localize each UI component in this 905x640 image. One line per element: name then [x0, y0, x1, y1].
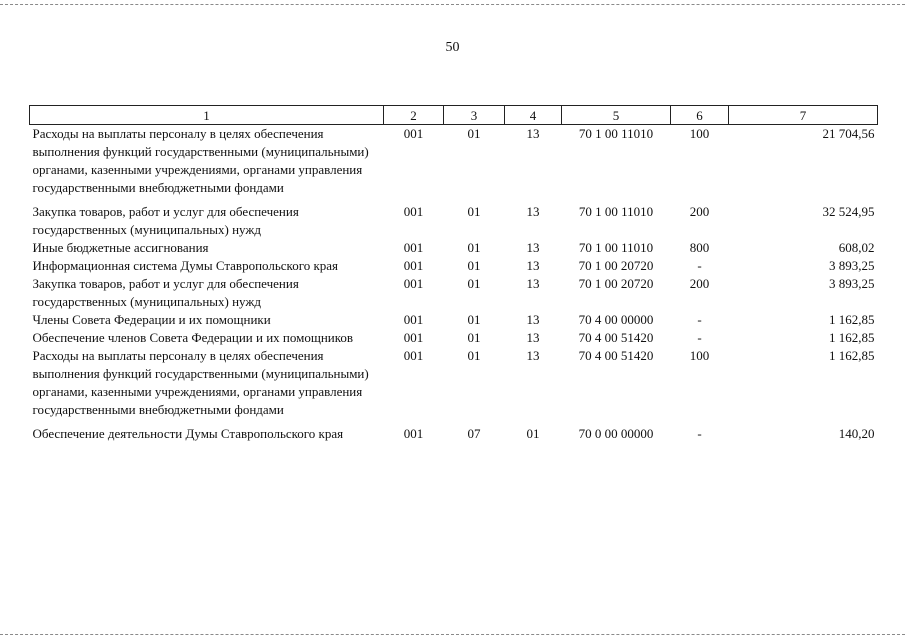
amount: 3 893,25 [829, 258, 875, 273]
code-target-article: 70 1 00 20720 [578, 258, 654, 273]
amount: 21 704,56 [822, 126, 875, 141]
code-target-article: 70 1 00 20720 [578, 276, 654, 291]
code-target-article: 70 1 00 11010 [578, 204, 654, 219]
header-cell: 1 [30, 106, 384, 125]
table-row [30, 239, 878, 257]
code-section: 01 [467, 348, 481, 363]
code-target-article: 70 0 00 00000 [578, 426, 654, 441]
code-expense-type: - [697, 330, 702, 345]
code-target-article: 70 1 00 11010 [578, 126, 654, 141]
expense-name: Расходы на выплаты персоналу в целях обеспечения выполнения функций государственными (муниципальными) органами, казенными учреждениями, органами управления государственными внебюджетными фондами [32, 126, 369, 195]
code-subsection: 13 [526, 276, 540, 291]
amount: 1 162,85 [829, 330, 875, 345]
header-cell: 7 [729, 106, 878, 125]
code-ministry: 001 [403, 126, 424, 141]
expense-name: Обеспечение деятельности Думы Ставропольского края [32, 426, 344, 441]
scan-edge-top [0, 4, 905, 5]
header-cell: 3 [444, 106, 505, 125]
code-subsection: 13 [526, 312, 540, 327]
header-cell: 2 [384, 106, 444, 125]
code-target-article: 70 4 00 51420 [578, 348, 654, 363]
expense-name: Обеспечение членов Совета Федерации и их помощников [32, 330, 354, 345]
table-header-row [30, 106, 878, 125]
expense-name: Закупка товаров, работ и услуг для обеспечения государственных (муниципальных) нужд [32, 276, 299, 309]
code-ministry: 001 [403, 258, 424, 273]
scan-edge-bottom [0, 634, 905, 635]
expense-name: Информационная система Думы Ставропольского края [32, 258, 339, 273]
code-section: 01 [467, 312, 481, 327]
amount: 32 524,95 [822, 204, 875, 219]
code-target-article: 70 4 00 51420 [578, 330, 654, 345]
code-subsection: 13 [526, 258, 540, 273]
table-row [30, 311, 878, 329]
code-subsection: 13 [526, 204, 540, 219]
expense-name: Закупка товаров, работ и услуг для обеспечения государственных (муниципальных) нужд [32, 204, 299, 237]
code-section: 01 [467, 276, 481, 291]
expense-name: Иные бюджетные ассигнования [32, 240, 209, 255]
table-row [30, 347, 878, 425]
table-row [30, 257, 878, 275]
amount: 1 162,85 [829, 348, 875, 363]
amount: 3 893,25 [829, 276, 875, 291]
code-ministry: 001 [403, 348, 424, 363]
table-row [30, 329, 878, 347]
code-section: 01 [467, 126, 481, 141]
budget-table [29, 105, 878, 443]
code-expense-type: 200 [689, 204, 710, 219]
code-expense-type: - [697, 312, 702, 327]
code-expense-type: 100 [689, 126, 710, 141]
code-target-article: 70 1 00 11010 [578, 240, 654, 255]
code-subsection: 13 [526, 126, 540, 141]
code-ministry: 001 [403, 204, 424, 219]
code-subsection: 13 [526, 240, 540, 255]
code-expense-type: - [697, 258, 702, 273]
code-ministry: 001 [403, 312, 424, 327]
header-cell: 4 [505, 106, 562, 125]
code-section: 01 [467, 258, 481, 273]
code-subsection: 13 [526, 348, 540, 363]
amount: 1 162,85 [829, 312, 875, 327]
code-expense-type: 200 [689, 276, 710, 291]
code-ministry: 001 [403, 240, 424, 255]
code-section: 01 [467, 204, 481, 219]
code-section: 01 [467, 240, 481, 255]
table-row [30, 203, 878, 239]
amount: 608,02 [838, 240, 875, 255]
code-target-article: 70 4 00 00000 [578, 312, 654, 327]
amount: 140,20 [838, 426, 875, 441]
expense-name: Члены Совета Федерации и их помощники [32, 312, 271, 327]
code-ministry: 001 [403, 330, 424, 345]
code-subsection: 01 [526, 426, 540, 441]
code-expense-type: - [697, 426, 702, 441]
code-ministry: 001 [403, 276, 424, 291]
table-row [30, 125, 878, 204]
table-row [30, 425, 878, 443]
header-cell: 6 [671, 106, 729, 125]
code-section: 01 [467, 330, 481, 345]
code-expense-type: 100 [689, 348, 710, 363]
header-cell: 5 [562, 106, 671, 125]
code-subsection: 13 [526, 330, 540, 345]
table-row [30, 275, 878, 311]
code-ministry: 001 [403, 426, 424, 441]
page-number: 50 [445, 40, 460, 55]
code-section: 07 [467, 426, 481, 441]
code-expense-type: 800 [689, 240, 710, 255]
expense-name: Расходы на выплаты персоналу в целях обеспечения выполнения функций государственными (муниципальными) органами, казенными учреждениями, органами управления государственными внебюджетными фондами [32, 348, 369, 417]
